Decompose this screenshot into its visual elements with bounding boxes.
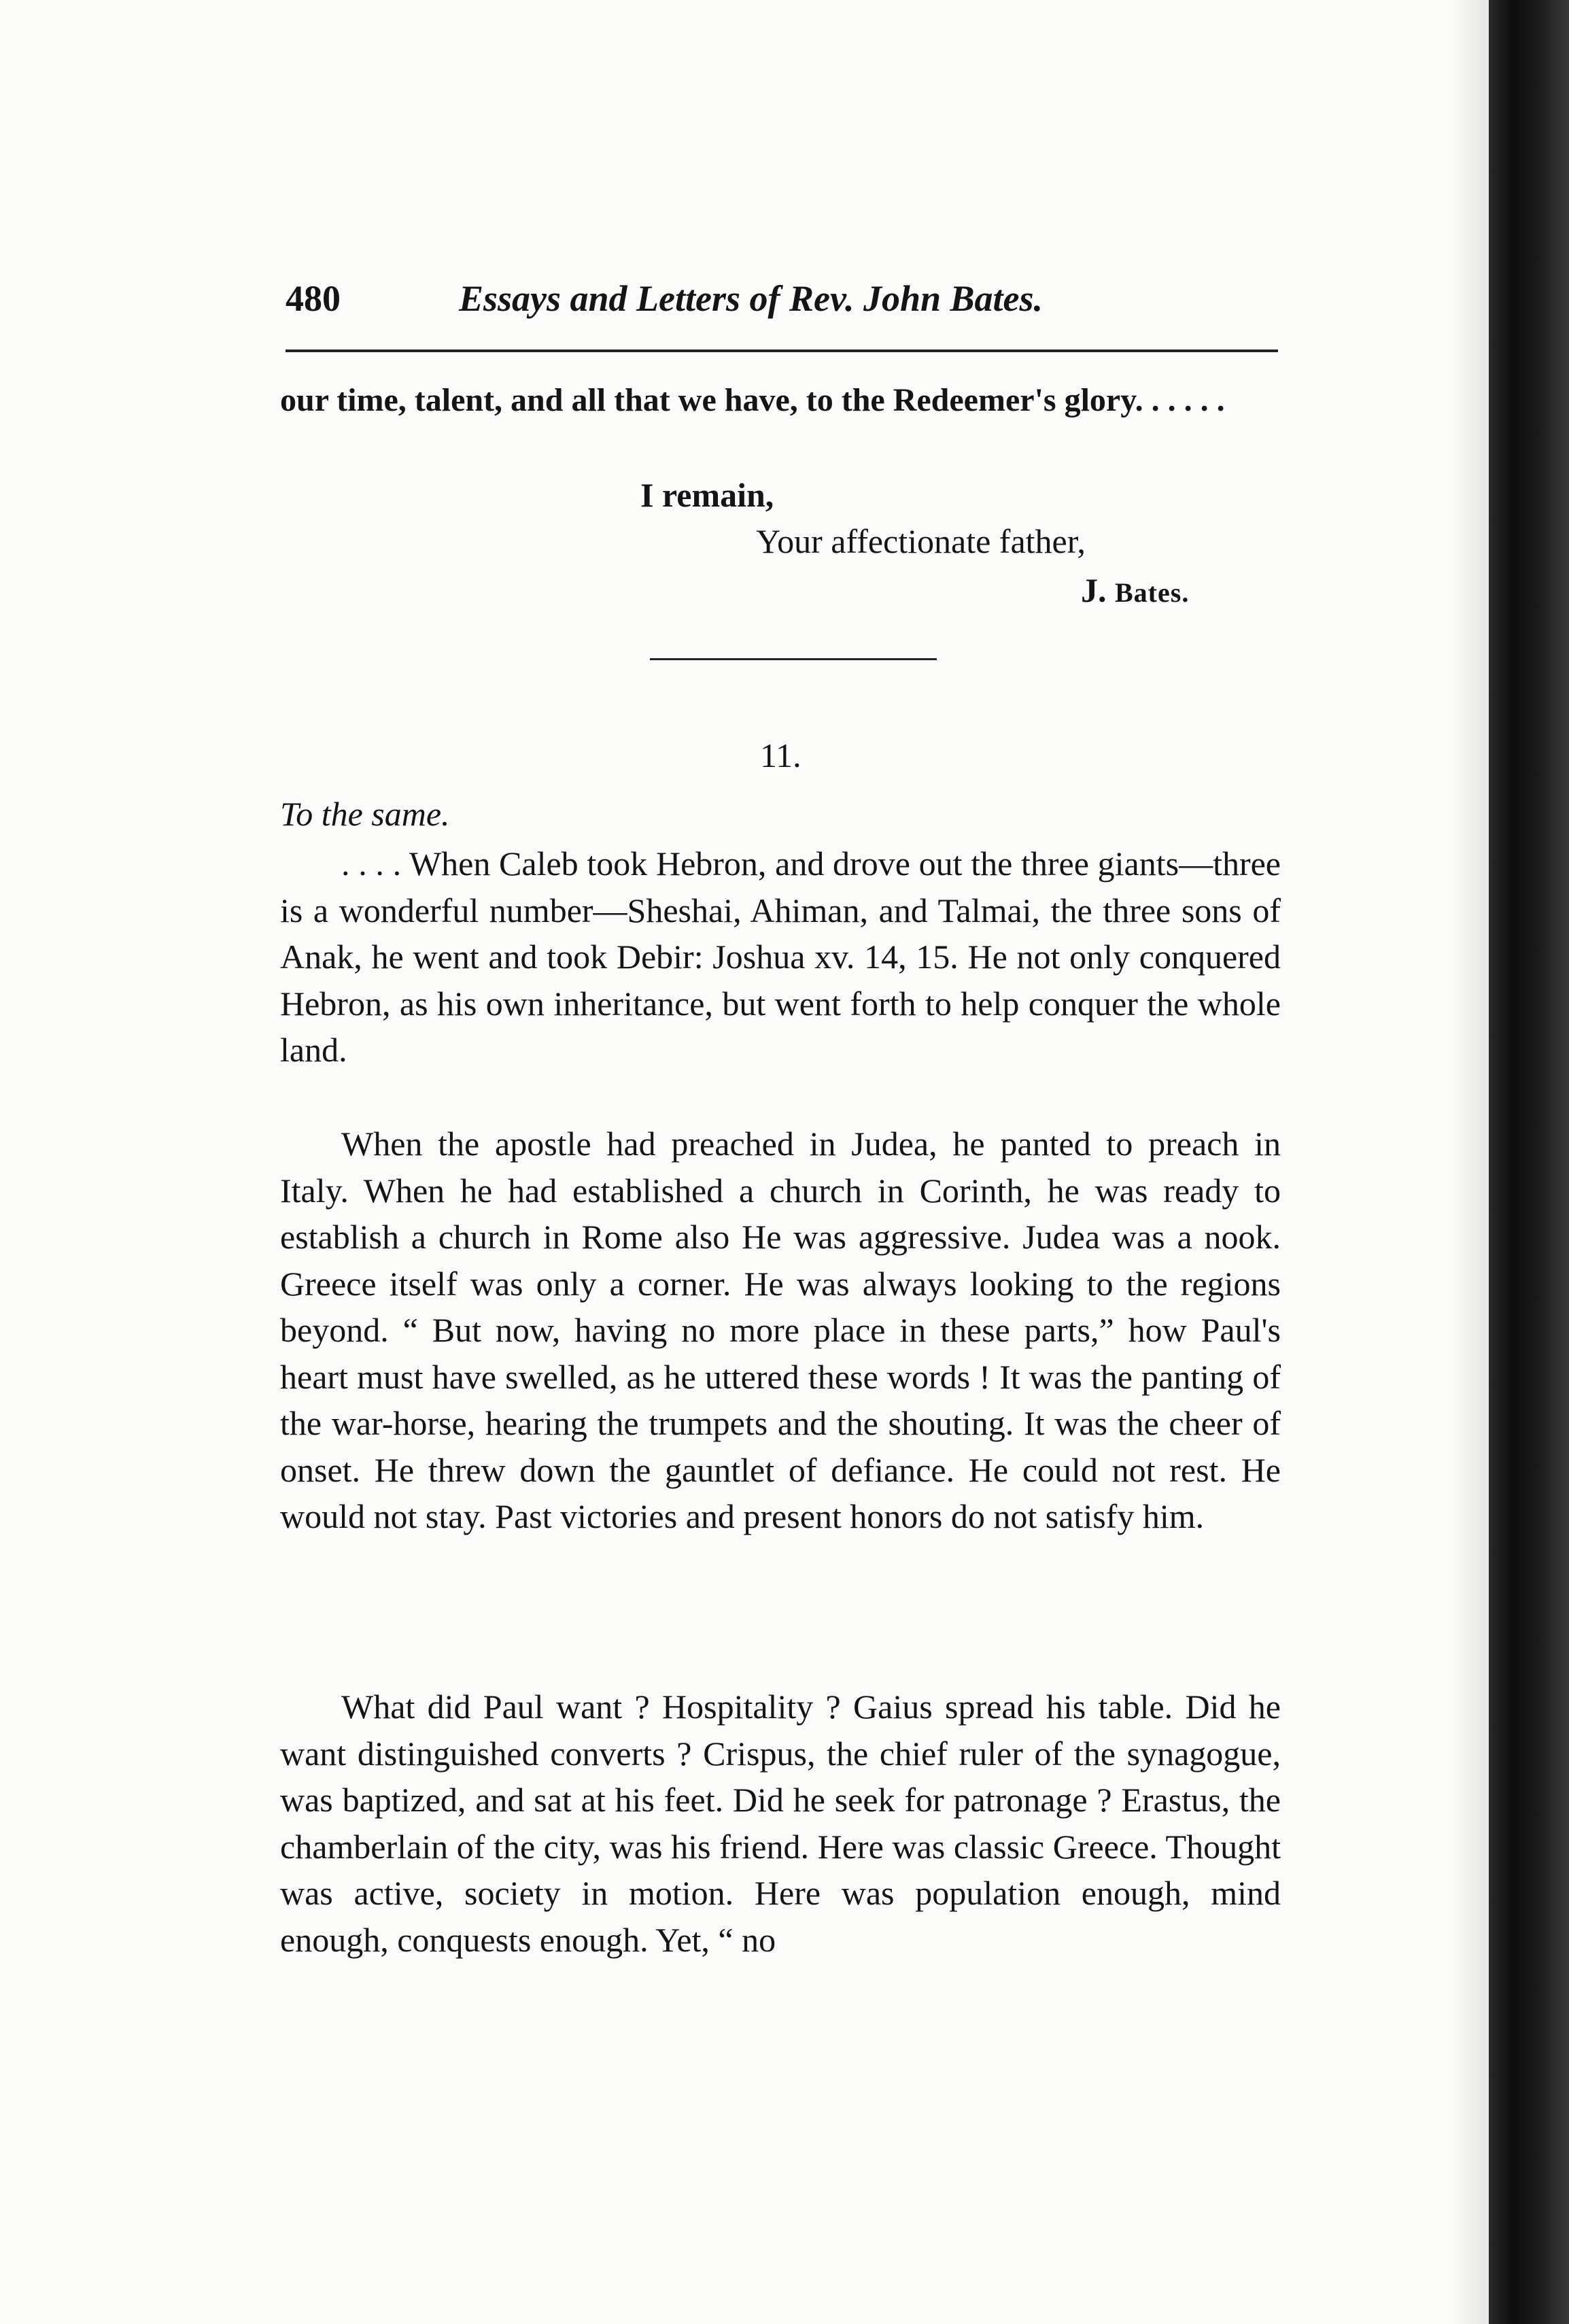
page-number: 480 bbox=[286, 278, 341, 319]
paragraph-1: . . . . When Caleb took Hebron, and drove out the three giants—three is a wonderful number—Sheshai, Ahiman, and Talmai, the three sons of Anak, he went and took Debir: Joshua xv. 14, 15. He not only conquered Hebron, as his own inheritance, but went forth to help conquer the whole land. bbox=[280, 844, 1281, 1069]
previous-letter-closing: our time, talent, and all that we have, to the Redeemer's glory. . . . . . bbox=[280, 382, 1225, 418]
signature-name: Bates. bbox=[1115, 577, 1190, 608]
running-head bbox=[286, 277, 1278, 325]
letter-salutation: To the same. bbox=[280, 795, 450, 833]
closing-remain: I remain, bbox=[640, 476, 774, 514]
signature bbox=[1081, 567, 1189, 616]
paragraph-2: When the apostle had preached in Judea, he panted to preach in Italy. When he had established a church in Corinth, he was ready to establish a church in Rome also He was aggressive. Judea was a nook. Greece itself was only a corner. He was always looking to the regions beyond. “ But now, having no more place in these parts,” how Paul's heart must have swelled, as he uttered these words ! It was the panting of the war-horse, hearing the trumpets and the shouting. It was the cheer of onset. He threw down the gauntlet of defiance. He could not rest. He would not stay. Past victories and present honors do not satisfy him. bbox=[280, 1125, 1281, 1535]
closing-sign-off: Your affectionate father, bbox=[756, 522, 1086, 560]
section-divider bbox=[650, 658, 937, 660]
signature-initial: J. bbox=[1081, 571, 1115, 609]
running-head-title: Essays and Letters of Rev. John Bates. bbox=[459, 278, 1044, 319]
gutter-shadow bbox=[1448, 0, 1489, 2324]
letter-number: 11. bbox=[760, 736, 801, 774]
paragraph-3: What did Paul want ? Hospitality ? Gaius spread his table. Did he want distinguished converts ? Crispus, the chief ruler of the synagogue, was baptized, and sat at his feet. Did he seek for patronage ? Erastus, the chamberlain of the city, was his friend. Here was classic Greece. Thought was active, society in motion. Here was population enough, mind enough, conquests enough. Yet, “ no bbox=[280, 1688, 1281, 1959]
book-spine bbox=[1489, 0, 1569, 2324]
header-rule bbox=[286, 349, 1278, 352]
